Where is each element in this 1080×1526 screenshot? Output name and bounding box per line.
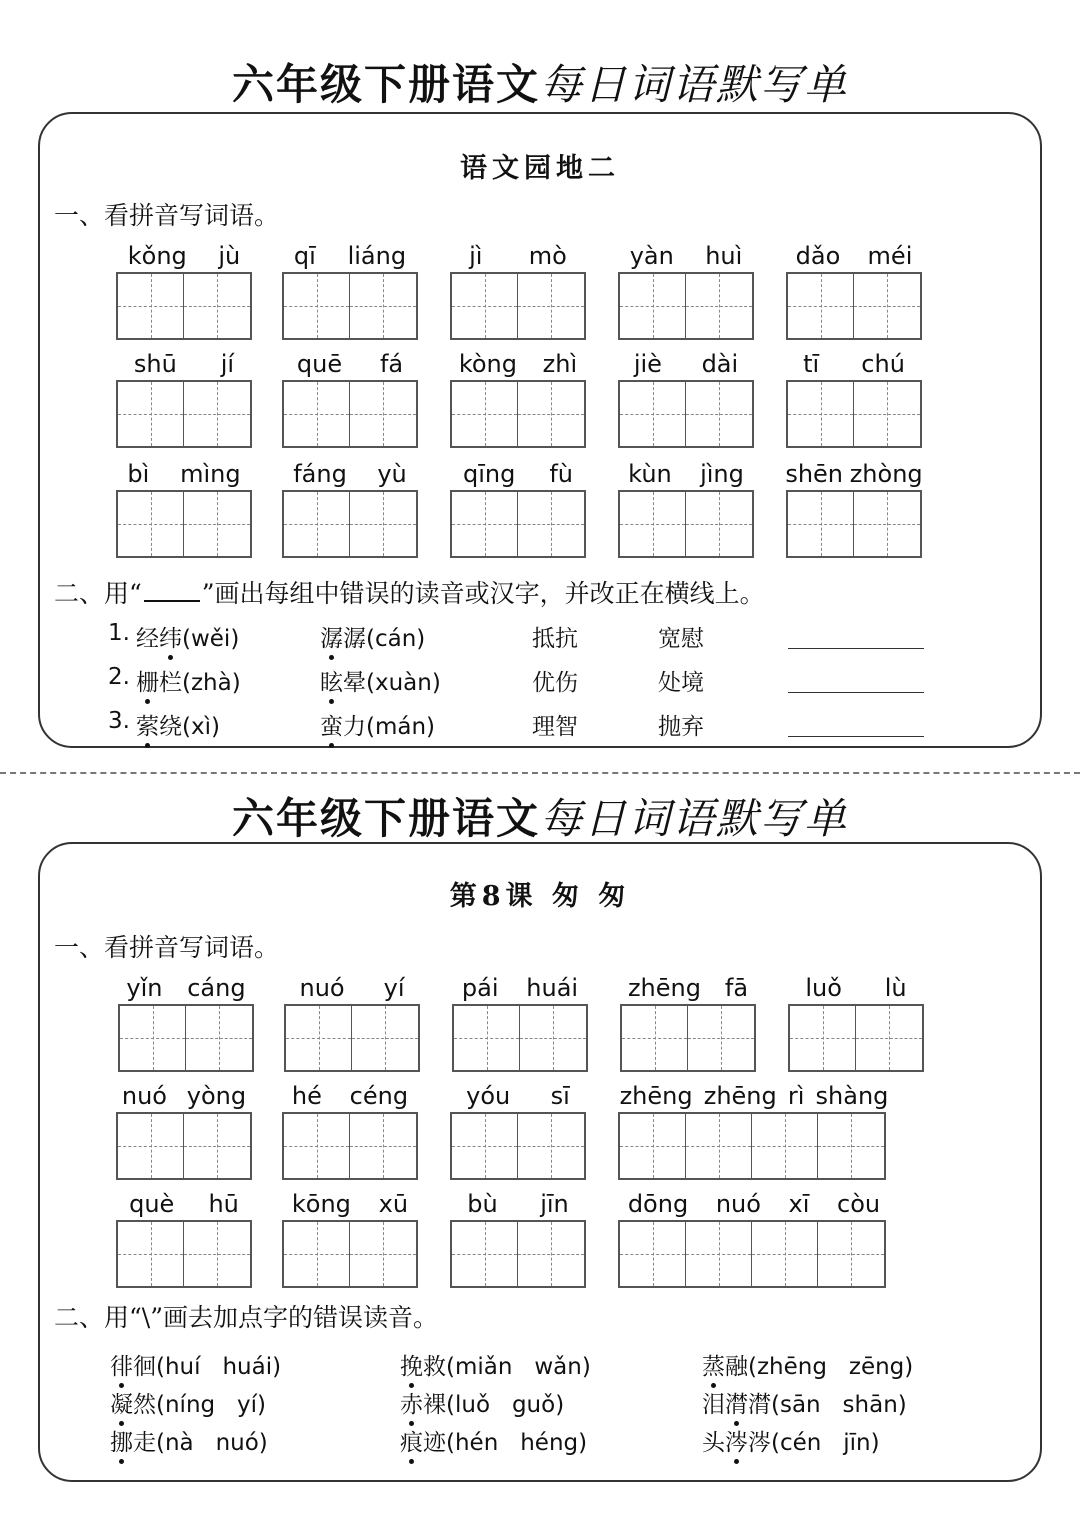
sheet1-section1-heading: 一、看拼音写词语。: [54, 201, 280, 230]
pinyin: [784, 974, 928, 1002]
word-b: [320, 664, 441, 697]
pinyin: [446, 350, 590, 378]
answer-line[interactable]: [788, 736, 924, 737]
pinyin-choices[interactable]: (sān shān): [771, 1392, 907, 1418]
grid-cell[interactable]: [856, 1006, 922, 1070]
grid-cell[interactable]: [286, 1006, 352, 1070]
pinyin: [278, 1190, 422, 1218]
pinyin-syllable: luǒ: [805, 974, 842, 1002]
pinyin-choices[interactable]: (miǎn wǎn): [446, 1354, 591, 1380]
pinyin-syllable: bù: [467, 1190, 498, 1218]
char: 晕: [343, 670, 366, 696]
pinyin-choices[interactable]: (hén héng): [446, 1430, 588, 1456]
pinyin-syllable: fá: [379, 350, 404, 378]
pinyin-syllable: sī: [550, 1082, 570, 1110]
dotted-char: 徘: [110, 1354, 133, 1380]
grid-cell[interactable]: [184, 492, 250, 556]
sheet1-section2-post: ”画出每组中错误的读音或汉字，并改正在横线上。: [201, 579, 765, 608]
grid-cell[interactable]: [350, 382, 416, 446]
grid-cell[interactable]: [184, 382, 250, 446]
char: 栏: [159, 670, 182, 696]
grid-cell[interactable]: [518, 382, 584, 446]
char: 潸: [748, 1392, 771, 1418]
word-c: 优伤: [532, 670, 578, 696]
writing-grid[interactable]: [786, 490, 922, 558]
writing-grid[interactable]: [788, 1004, 924, 1072]
writing-grid[interactable]: [450, 1112, 586, 1180]
char: 融: [725, 1354, 748, 1380]
pinyin-syllable: qī: [293, 242, 316, 270]
reading-item: [110, 1348, 281, 1381]
writing-grid[interactable]: [116, 490, 252, 558]
word-b: [320, 708, 435, 741]
pinyin-syllable: quē: [296, 350, 343, 378]
grid-cell[interactable]: [186, 1006, 252, 1070]
pinyin: [112, 1082, 256, 1110]
pinyin-syllable: shàng: [815, 1082, 889, 1110]
grid-cell[interactable]: [452, 1114, 518, 1178]
pinyin: [278, 242, 422, 270]
reading-item: [702, 1348, 913, 1381]
answer-line[interactable]: [788, 692, 924, 693]
pinyin-choices[interactable]: (luǒ guǒ): [446, 1392, 565, 1418]
pinyin-syllable: què: [129, 1190, 175, 1218]
sheet1-subtitle: 语文园地二: [460, 153, 620, 184]
sheet2-subtitle: 第8课 匆 匆: [449, 881, 631, 912]
pinyin-syllable: fáng: [293, 460, 347, 488]
writing-grid[interactable]: [786, 272, 922, 340]
grid-cell[interactable]: [518, 1114, 584, 1178]
pinyin-choices[interactable]: (nà nuó): [156, 1430, 268, 1456]
sheet2-section1-heading: 一、看拼音写词语。: [54, 933, 280, 962]
grid-cell[interactable]: [688, 1006, 754, 1070]
char: 经: [136, 626, 159, 652]
pinyin-syllable: yàn: [629, 242, 674, 270]
word-d: 处境: [658, 670, 704, 696]
pinyin-syllable: yù: [377, 460, 407, 488]
writing-grid[interactable]: [116, 272, 252, 340]
pinyin: [614, 460, 758, 488]
pinyin-syllable: pái: [461, 974, 499, 1002]
char: 徊: [133, 1354, 156, 1380]
pinyin-syllable: dài: [701, 350, 739, 378]
grid-cell[interactable]: [518, 492, 584, 556]
word-c: 抵抗: [532, 626, 578, 652]
word-a: [136, 664, 241, 697]
grid-cell[interactable]: [350, 1222, 416, 1286]
pinyin-choices[interactable]: (cén jīn): [771, 1430, 880, 1456]
pinyin-syllable: jiè: [633, 350, 662, 378]
writing-grid[interactable]: [620, 1004, 756, 1072]
writing-grid[interactable]: [284, 1004, 420, 1072]
char: 力: [343, 714, 366, 740]
grid-cell[interactable]: [686, 1114, 752, 1178]
grid-cell[interactable]: [118, 1222, 184, 1286]
writing-grid[interactable]: [450, 490, 586, 558]
grid-cell[interactable]: [520, 1006, 586, 1070]
writing-grid[interactable]: [282, 272, 418, 340]
pinyin-syllable: mò: [528, 242, 567, 270]
grid-cell[interactable]: [284, 492, 350, 556]
char: 迹: [423, 1430, 446, 1456]
pinyin-syllable: huì: [705, 242, 743, 270]
sheet1-panel: [38, 112, 1042, 748]
grid-cell[interactable]: [622, 1006, 688, 1070]
grid-cell[interactable]: [118, 1114, 184, 1178]
reading-item: [702, 1424, 880, 1457]
char: 然: [133, 1392, 156, 1418]
pinyin-syllable: bì: [127, 460, 150, 488]
pinyin-syllable: kǒng: [127, 242, 187, 270]
pinyin-syllable: méi: [867, 242, 913, 270]
grid-cell[interactable]: [752, 1222, 818, 1286]
sheet1-title-bold: 六年级下册语文: [231, 60, 540, 109]
pinyin: [112, 1190, 256, 1218]
dotted-char: 蒸: [702, 1354, 725, 1380]
sheet1-section2-pre: 二、用“: [54, 579, 142, 608]
grid-cell[interactable]: [284, 274, 350, 338]
char: 救: [423, 1354, 446, 1380]
reading-item: [702, 1386, 907, 1419]
dotted-char: 萦: [136, 714, 159, 740]
pinyin-syllable: liáng: [347, 242, 407, 270]
pinyin-syllable: nuó: [715, 1190, 761, 1218]
word-a: [136, 620, 239, 653]
pinyin-syllable: nuó: [299, 974, 345, 1002]
word-d: 宽慰: [658, 626, 704, 652]
sheet1-section2-heading: [54, 574, 765, 610]
pinyin-syllable: xī: [788, 1190, 810, 1218]
pinyin-note: (mán): [366, 714, 436, 740]
pinyin: [112, 242, 256, 270]
pinyin: [446, 242, 590, 270]
pinyin-syllable: céng: [349, 1082, 409, 1110]
pinyin-note: (xì): [182, 714, 220, 740]
pinyin: [614, 242, 758, 270]
dotted-char: 潸: [725, 1392, 748, 1418]
grid-cell[interactable]: [818, 1114, 884, 1178]
pinyin-syllable: kōng: [291, 1190, 351, 1218]
pinyin-syllable: fā: [724, 974, 749, 1002]
pinyin-syllable: tī: [803, 350, 820, 378]
grid-cell[interactable]: [788, 492, 854, 556]
pinyin-syllable: qīng: [462, 460, 516, 488]
sheet2-title-light: 每日词语默写单: [540, 794, 849, 843]
pinyin: [614, 1082, 894, 1110]
pinyin-syllable: mìng: [180, 460, 241, 488]
char: 头: [702, 1430, 725, 1456]
grid-cell[interactable]: [184, 1222, 250, 1286]
pinyin-note: (xuàn): [366, 670, 441, 696]
grid-cell[interactable]: [790, 1006, 856, 1070]
word-b: [320, 620, 425, 653]
pinyin: [114, 974, 258, 1002]
pinyin-syllable: yí: [383, 974, 405, 1002]
dotted-char: 凝: [110, 1392, 133, 1418]
grid-cell[interactable]: [184, 1114, 250, 1178]
writing-grid[interactable]: [618, 490, 754, 558]
writing-grid[interactable]: [450, 380, 586, 448]
pinyin-syllable: shēn: [785, 460, 844, 488]
pinyin-syllable: yòng: [186, 1082, 247, 1110]
pinyin: [446, 1082, 590, 1110]
pinyin: [278, 1082, 422, 1110]
grid-cell[interactable]: [118, 274, 184, 338]
cut-line-divider: [0, 772, 1080, 774]
pinyin-syllable: yǐn: [126, 974, 163, 1002]
char: 涔: [748, 1430, 771, 1456]
pinyin: [278, 460, 422, 488]
pinyin: [112, 460, 256, 488]
writing-grid[interactable]: [118, 1004, 254, 1072]
pinyin-choices[interactable]: (zhēng zēng): [748, 1354, 914, 1380]
grid-cell[interactable]: [284, 1114, 350, 1178]
pinyin-syllable: zhēng: [627, 974, 701, 1002]
dotted-char: 纬: [159, 626, 182, 652]
reading-item: [400, 1386, 564, 1419]
grid-cell[interactable]: [854, 492, 920, 556]
dotted-char: 痕: [400, 1430, 423, 1456]
grid-cell[interactable]: [350, 492, 416, 556]
pinyin-syllable: jì: [469, 242, 483, 270]
char: 绕: [159, 714, 182, 740]
dotted-char: 涔: [725, 1430, 748, 1456]
reading-item: [400, 1424, 587, 1457]
pinyin-choices[interactable]: (huí huái): [156, 1354, 282, 1380]
char: 潺: [343, 626, 366, 652]
word-d: 抛弃: [658, 714, 704, 740]
grid-cell[interactable]: [120, 1006, 186, 1070]
pinyin-syllable: jù: [218, 242, 241, 270]
grid-cell[interactable]: [854, 274, 920, 338]
dotted-char: 蛮: [320, 714, 343, 740]
char: 走: [133, 1430, 156, 1456]
pinyin-syllable: yóu: [466, 1082, 511, 1110]
pinyin-syllable: kòng: [458, 350, 517, 378]
sheet2-section2-heading: 二、用“\”画去加点字的错误读音。: [54, 1303, 438, 1332]
pinyin-syllable: dǎo: [795, 242, 841, 270]
pinyin-syllable: hū: [208, 1190, 239, 1218]
reading-item: [400, 1348, 591, 1381]
pinyin: [448, 974, 592, 1002]
writing-grid[interactable]: [618, 380, 754, 448]
grid-cell[interactable]: [788, 274, 854, 338]
pinyin-syllable: nuó: [121, 1082, 167, 1110]
grid-cell[interactable]: [350, 274, 416, 338]
pinyin: [616, 974, 760, 1002]
writing-grid[interactable]: [450, 272, 586, 340]
grid-cell[interactable]: [854, 382, 920, 446]
grid-cell[interactable]: [184, 274, 250, 338]
grid-cell[interactable]: [518, 274, 584, 338]
pinyin-syllable: dōng: [627, 1190, 689, 1218]
pinyin-syllable: jīn: [540, 1190, 569, 1218]
pinyin: [614, 350, 758, 378]
answer-line[interactable]: [788, 648, 924, 649]
writing-grid[interactable]: [618, 272, 754, 340]
dotted-char: 赤: [400, 1392, 423, 1418]
pinyin-choices[interactable]: (níng yí): [156, 1392, 267, 1418]
grid-cell[interactable]: [620, 492, 686, 556]
dotted-char: 眩: [320, 670, 343, 696]
grid-cell[interactable]: [686, 492, 752, 556]
grid-cell[interactable]: [452, 1222, 518, 1286]
writing-grid[interactable]: [618, 1112, 886, 1180]
pinyin-syllable: jí: [220, 350, 235, 378]
grid-cell[interactable]: [752, 1114, 818, 1178]
grid-cell[interactable]: [686, 274, 752, 338]
reading-item: [110, 1424, 268, 1457]
grid-cell[interactable]: [452, 492, 518, 556]
writing-grid[interactable]: [116, 380, 252, 448]
pinyin-syllable: kùn: [628, 460, 672, 488]
writing-grid[interactable]: [450, 1220, 586, 1288]
writing-grid[interactable]: [618, 1220, 886, 1288]
sheet1-title-light: 每日词语默写单: [540, 60, 849, 109]
pinyin-syllable: hé: [291, 1082, 322, 1110]
pinyin: [782, 242, 926, 270]
char: 裸: [423, 1392, 446, 1418]
grid-cell[interactable]: [452, 382, 518, 446]
pinyin: [782, 350, 926, 378]
pinyin-note: (cán): [366, 626, 426, 652]
grid-cell[interactable]: [620, 382, 686, 446]
blank-line: [144, 578, 200, 602]
pinyin-syllable: rì: [787, 1082, 805, 1110]
sheet2-panel: [38, 842, 1042, 1482]
dotted-char: 挪: [110, 1430, 133, 1456]
writing-grid[interactable]: [282, 1220, 418, 1288]
writing-grid[interactable]: [282, 380, 418, 448]
grid-cell[interactable]: [284, 382, 350, 446]
grid-cell[interactable]: [518, 1222, 584, 1286]
pinyin-syllable: cáng: [187, 974, 246, 1002]
grid-cell[interactable]: [454, 1006, 520, 1070]
grid-cell[interactable]: [620, 1222, 686, 1286]
grid-cell[interactable]: [118, 382, 184, 446]
sheet2-title: [0, 786, 1080, 846]
grid-cell[interactable]: [352, 1006, 418, 1070]
sheet2-title-bold: 六年级下册语文: [231, 794, 540, 843]
pinyin-syllable: shū: [133, 350, 177, 378]
pinyin: [446, 1190, 590, 1218]
grid-cell[interactable]: [452, 274, 518, 338]
grid-cell[interactable]: [118, 492, 184, 556]
grid-cell[interactable]: [620, 1114, 686, 1178]
pinyin-syllable: xū: [378, 1190, 409, 1218]
writing-grid[interactable]: [116, 1112, 252, 1180]
writing-grid[interactable]: [282, 1112, 418, 1180]
writing-grid[interactable]: [116, 1220, 252, 1288]
pinyin: [112, 350, 256, 378]
sheet1-title: [0, 52, 1080, 112]
pinyin-syllable: chú: [861, 350, 905, 378]
pinyin-syllable: zhēng: [703, 1082, 777, 1110]
grid-cell[interactable]: [686, 382, 752, 446]
pinyin-syllable: fù: [549, 460, 573, 488]
writing-grid[interactable]: [282, 490, 418, 558]
pinyin-syllable: huái: [526, 974, 579, 1002]
word-c: 理智: [532, 714, 578, 740]
writing-grid[interactable]: [786, 380, 922, 448]
row-number: 1.: [108, 620, 130, 646]
pinyin-syllable: zhì: [542, 350, 578, 378]
pinyin-note: (wěi): [182, 626, 240, 652]
grid-cell[interactable]: [686, 1222, 752, 1286]
word-a: [136, 708, 220, 741]
row-number: 2.: [108, 664, 130, 690]
pinyin: [782, 460, 926, 488]
grid-cell[interactable]: [350, 1114, 416, 1178]
grid-cell[interactable]: [620, 274, 686, 338]
reading-item: [110, 1386, 266, 1419]
pinyin-note: (zhà): [182, 670, 241, 696]
grid-cell[interactable]: [818, 1222, 884, 1286]
pinyin-syllable: lù: [884, 974, 907, 1002]
grid-cell[interactable]: [788, 382, 854, 446]
pinyin-syllable: jìng: [700, 460, 744, 488]
grid-cell[interactable]: [284, 1222, 350, 1286]
char: 泪: [702, 1392, 725, 1418]
pinyin: [280, 974, 424, 1002]
dotted-char: 挽: [400, 1354, 423, 1380]
pinyin-syllable: zhòng: [849, 460, 923, 488]
pinyin: [278, 350, 422, 378]
pinyin: [614, 1190, 894, 1218]
dotted-char: 潺: [320, 626, 343, 652]
pinyin-syllable: còu: [837, 1190, 881, 1218]
row-number: 3.: [108, 708, 130, 734]
pinyin-syllable: zhēng: [619, 1082, 693, 1110]
writing-grid[interactable]: [452, 1004, 588, 1072]
dotted-char: 栅: [136, 670, 159, 696]
pinyin: [446, 460, 590, 488]
